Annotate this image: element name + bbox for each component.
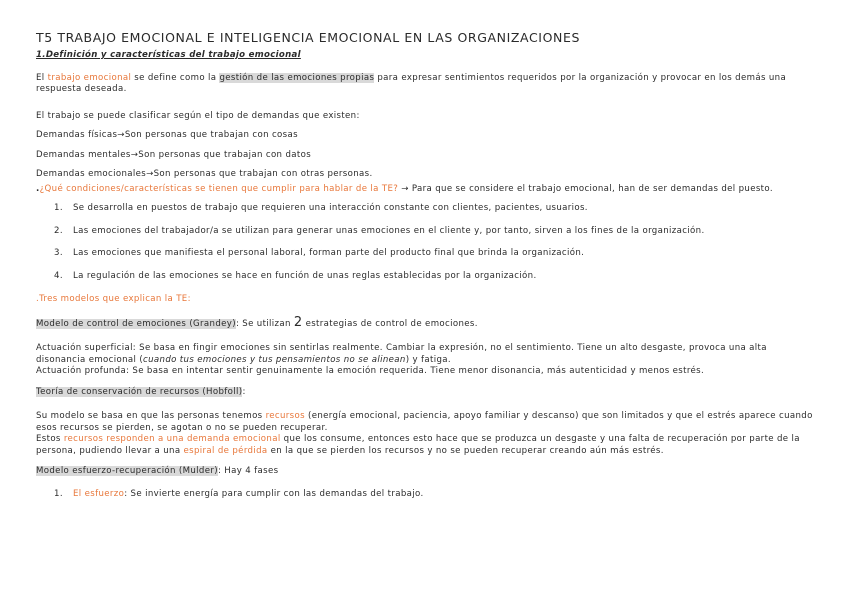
list-item xyxy=(36,271,814,283)
list-number: 1. xyxy=(54,203,63,213)
text: Su modelo se basa en que las personas tenemos xyxy=(36,411,266,421)
list-number: 1. xyxy=(54,488,63,499)
highlight-term: espiral de pérdida xyxy=(183,445,268,456)
section-heading: 1.Definición y características del trabajo emocional xyxy=(36,50,301,60)
page-title: T5 TRABAJO EMOCIONAL E INTELIGENCIA EMOCIONAL EN LAS ORGANIZACIONES xyxy=(36,30,581,45)
model-label: Modelo esfuerzo-recuperación (Mulder) xyxy=(36,466,218,476)
list-item xyxy=(36,226,814,238)
models-heading: .Tres modelos que explican la TE: xyxy=(36,294,191,304)
paragraph-actuacion-superficial xyxy=(36,343,814,366)
list-text: Las emociones del trabajador/a se utilizan para generar unas emociones en el cliente y, por tanto, sirven a los fines de la organización. xyxy=(73,225,705,236)
paragraph-actuacion-profunda: Actuación profunda: Se basa en intentar sentir genuinamente la emoción requerida. Tiene menor disonancia, más autenticidad y menos estrés. xyxy=(36,366,705,376)
phases-list xyxy=(36,489,814,501)
list-text: : Se invierte energía para cumplir con las demandas del trabajo. xyxy=(124,488,424,499)
paragraph-definition xyxy=(36,73,814,96)
model-label: Teoría de conservación de recursos (Hobfoll) xyxy=(36,386,243,397)
paragraph-classification: El trabajo se puede clasificar según el tipo de demandas que existen: xyxy=(36,110,360,121)
text: en la que se pierden los recursos y no se pueden recuperar creando aún más estrés. xyxy=(267,445,664,456)
list-number: 4. xyxy=(54,270,63,281)
list-number: 2. xyxy=(54,225,63,236)
model-heading-mulder xyxy=(36,466,814,478)
list-text: Se desarrolla en puestos de trabajo que requieren una interacción constante con clientes, pacientes, usuarios. xyxy=(73,203,588,213)
highlight-term: recursos responden a una demanda emocional xyxy=(63,434,281,444)
paragraph-recursos xyxy=(36,411,814,434)
text: ) y fatiga. xyxy=(405,354,451,365)
highlighted-phrase: gestión de las emociones propias xyxy=(219,72,375,83)
document-page xyxy=(36,30,814,500)
list-item xyxy=(36,248,814,260)
highlight-term: recursos xyxy=(265,411,305,421)
text: estrategias de control de emociones. xyxy=(302,318,478,329)
list-text: Las emociones que manifiesta el personal laboral, forman parte del producto final que brinda la organización. xyxy=(73,248,585,258)
demanda-line: Demandas mentales→Son personas que trabajan con datos xyxy=(36,149,312,160)
text: : Hay 4 fases xyxy=(217,466,279,476)
list-item xyxy=(36,489,814,501)
paragraph-demanda xyxy=(36,434,814,457)
bullet-dot: . xyxy=(36,183,40,194)
phase-name: El esfuerzo xyxy=(73,488,125,499)
text: (energía emocional, paciencia, apoyo familiar y descanso) que son limitados y que el estrés aparece cuando esos recursos se pierden, se agotan o no se pueden recuperar. xyxy=(36,411,813,433)
text: Actuación superficial: Se basa en fingir emociones sin sentirlas realmente. Cambiar la expresión, no el sentimiento. Tiene un alto desgaste, provoca una alta disonancia emocional ( xyxy=(36,343,767,365)
conditions-list xyxy=(36,203,814,282)
text: que los consume, entonces esto hace que se produzca un desgaste y una falta de recuperación por parte de la persona, pudiendo llevar a una xyxy=(36,434,800,456)
demanda-line: Demandas físicas→Son personas que trabajan con cosas xyxy=(36,130,298,140)
model-heading-grandey xyxy=(36,314,814,331)
question-text: ¿Qué condiciones/características se tienen que cumplir para hablar de la TE? xyxy=(39,183,399,194)
highlight-term: trabajo emocional xyxy=(47,72,132,83)
text: para expresar sentimientos requeridos por la organización y provocar en los demás una respuesta deseada. xyxy=(36,72,787,94)
italic-note: cuando tus emociones y tus pensamientos no se alinean xyxy=(143,354,406,365)
strategy-count: 2 xyxy=(293,314,303,330)
text: Estos xyxy=(36,434,64,444)
list-item xyxy=(36,203,814,215)
text: : xyxy=(242,386,246,397)
list-text: La regulación de las emociones se hace en función de unas reglas establecidas por la organización. xyxy=(73,270,537,281)
text: se define como la xyxy=(131,72,220,83)
text: : Se utilizan xyxy=(235,318,294,329)
model-heading-hobfoll xyxy=(36,387,814,399)
demanda-line: Demandas emocionales→Son personas que trabajan con otras personas. xyxy=(36,169,373,179)
model-label: Modelo de control de emociones (Grandey) xyxy=(36,318,236,329)
answer-text: → Para que se considere el trabajo emocional, han de ser demandas del puesto. xyxy=(398,183,773,194)
list-number: 3. xyxy=(54,248,63,258)
text: El xyxy=(36,72,48,83)
question-paragraph xyxy=(36,184,814,196)
